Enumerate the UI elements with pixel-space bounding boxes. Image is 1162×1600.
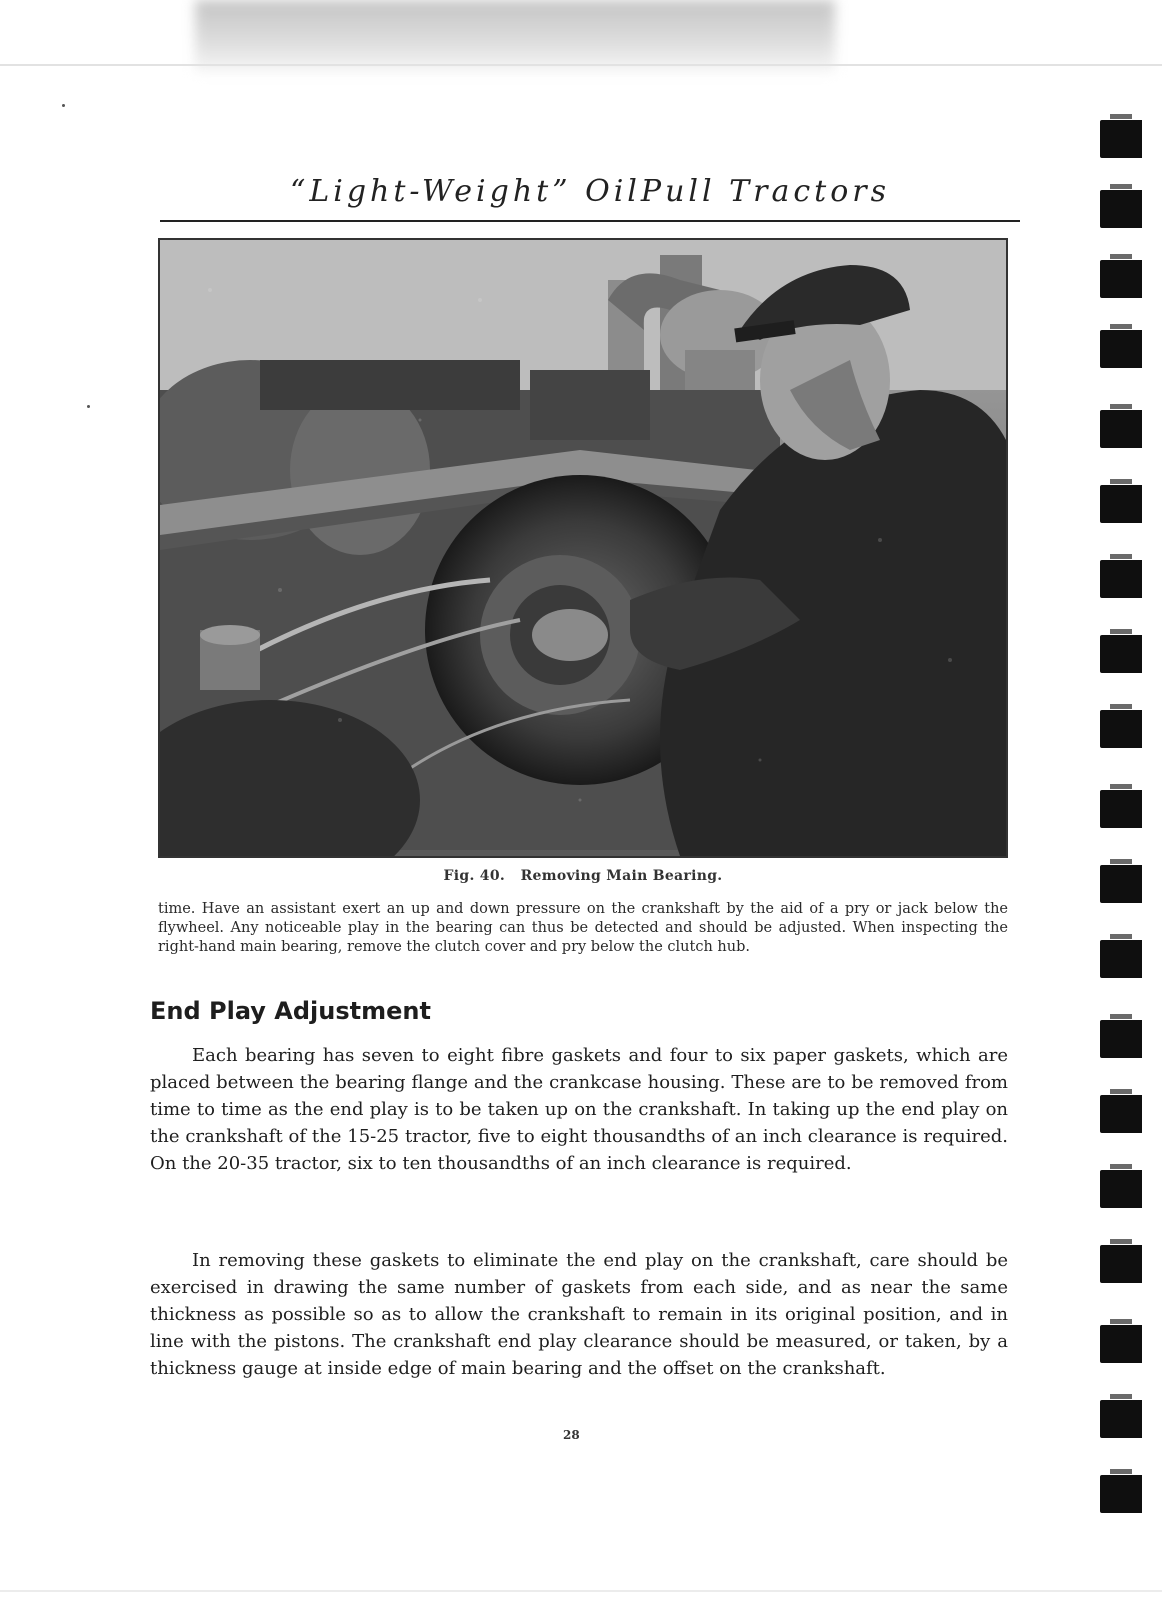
binding-ring [1100, 1245, 1142, 1283]
binding-ring [1100, 190, 1142, 228]
page-bottom-edge [0, 1590, 1162, 1592]
page-number: 28 [563, 1428, 580, 1442]
binding-ring [1100, 635, 1142, 673]
binding-ring [1100, 330, 1142, 368]
binding-ring [1100, 485, 1142, 523]
intro-paragraph: time. Have an assistant exert an up and down pressure on the crankshaft by the aid of a pry or jack below the flywheel. Any noticeable play in the bearing can thus be detected and should be adjusted. When inspecting the right-hand main bearing, remove the clutch cover and pry below the clutch hub. [158, 901, 1008, 955]
page-header [160, 170, 1020, 222]
binding-ring [1100, 1020, 1142, 1058]
figure-photo [158, 238, 1008, 858]
binding-ring [1100, 940, 1142, 978]
binding-ring [1100, 710, 1142, 748]
figure-caption [160, 868, 1006, 884]
photo-illustration [160, 240, 1006, 856]
binding-ring [1100, 1475, 1142, 1513]
binding-ring [1100, 1325, 1142, 1363]
binding-ring [1100, 865, 1142, 903]
binding-ring [1100, 410, 1142, 448]
binding-ring [1100, 260, 1142, 298]
binding-ring [1100, 120, 1142, 158]
binding-ring [1100, 1095, 1142, 1133]
page-header-title: “Light-Weight” OilPull Tractors [289, 174, 891, 209]
section-heading: End Play Adjustment [150, 997, 431, 1025]
scan-speck [62, 104, 65, 107]
figure-label: Fig. 40. [443, 868, 506, 884]
figure-caption-text: Removing Main Bearing. [520, 868, 723, 884]
spiral-binding [1100, 100, 1162, 1580]
binding-ring [1100, 1170, 1142, 1208]
body-paragraph: In removing these gaskets to eliminate the end play on the crankshaft, care should be exercised in drawing the same number of gaskets from each side, and as near the same thickness as possible so as to allow the crankshaft to remain in its original position, and in line with the pistons. The crankshaft end play clearance should be measured, or taken, by a thickness gauge at inside edge of main bearing and the offset on the crankshaft. [150, 1250, 1008, 1379]
binding-ring [1100, 560, 1142, 598]
binding-ring [1100, 1400, 1142, 1438]
scan-shadow [195, 0, 835, 72]
body-paragraph: Each bearing has seven to eight fibre gaskets and four to six paper gaskets, which are placed between the bearing flange and the crankcase housing. These are to be removed from time to time as the end play is to be taken up on the crankshaft. In taking up the end play on the crankshaft of the 15-25 tractor, five to eight thousandths of an inch clearance is required. On the 20-35 tractor, six to ten thousandths of an inch clearance is required. [150, 1045, 1008, 1174]
page-top-edge [0, 64, 1162, 66]
scan-speck [87, 405, 90, 408]
binding-ring [1100, 790, 1142, 828]
